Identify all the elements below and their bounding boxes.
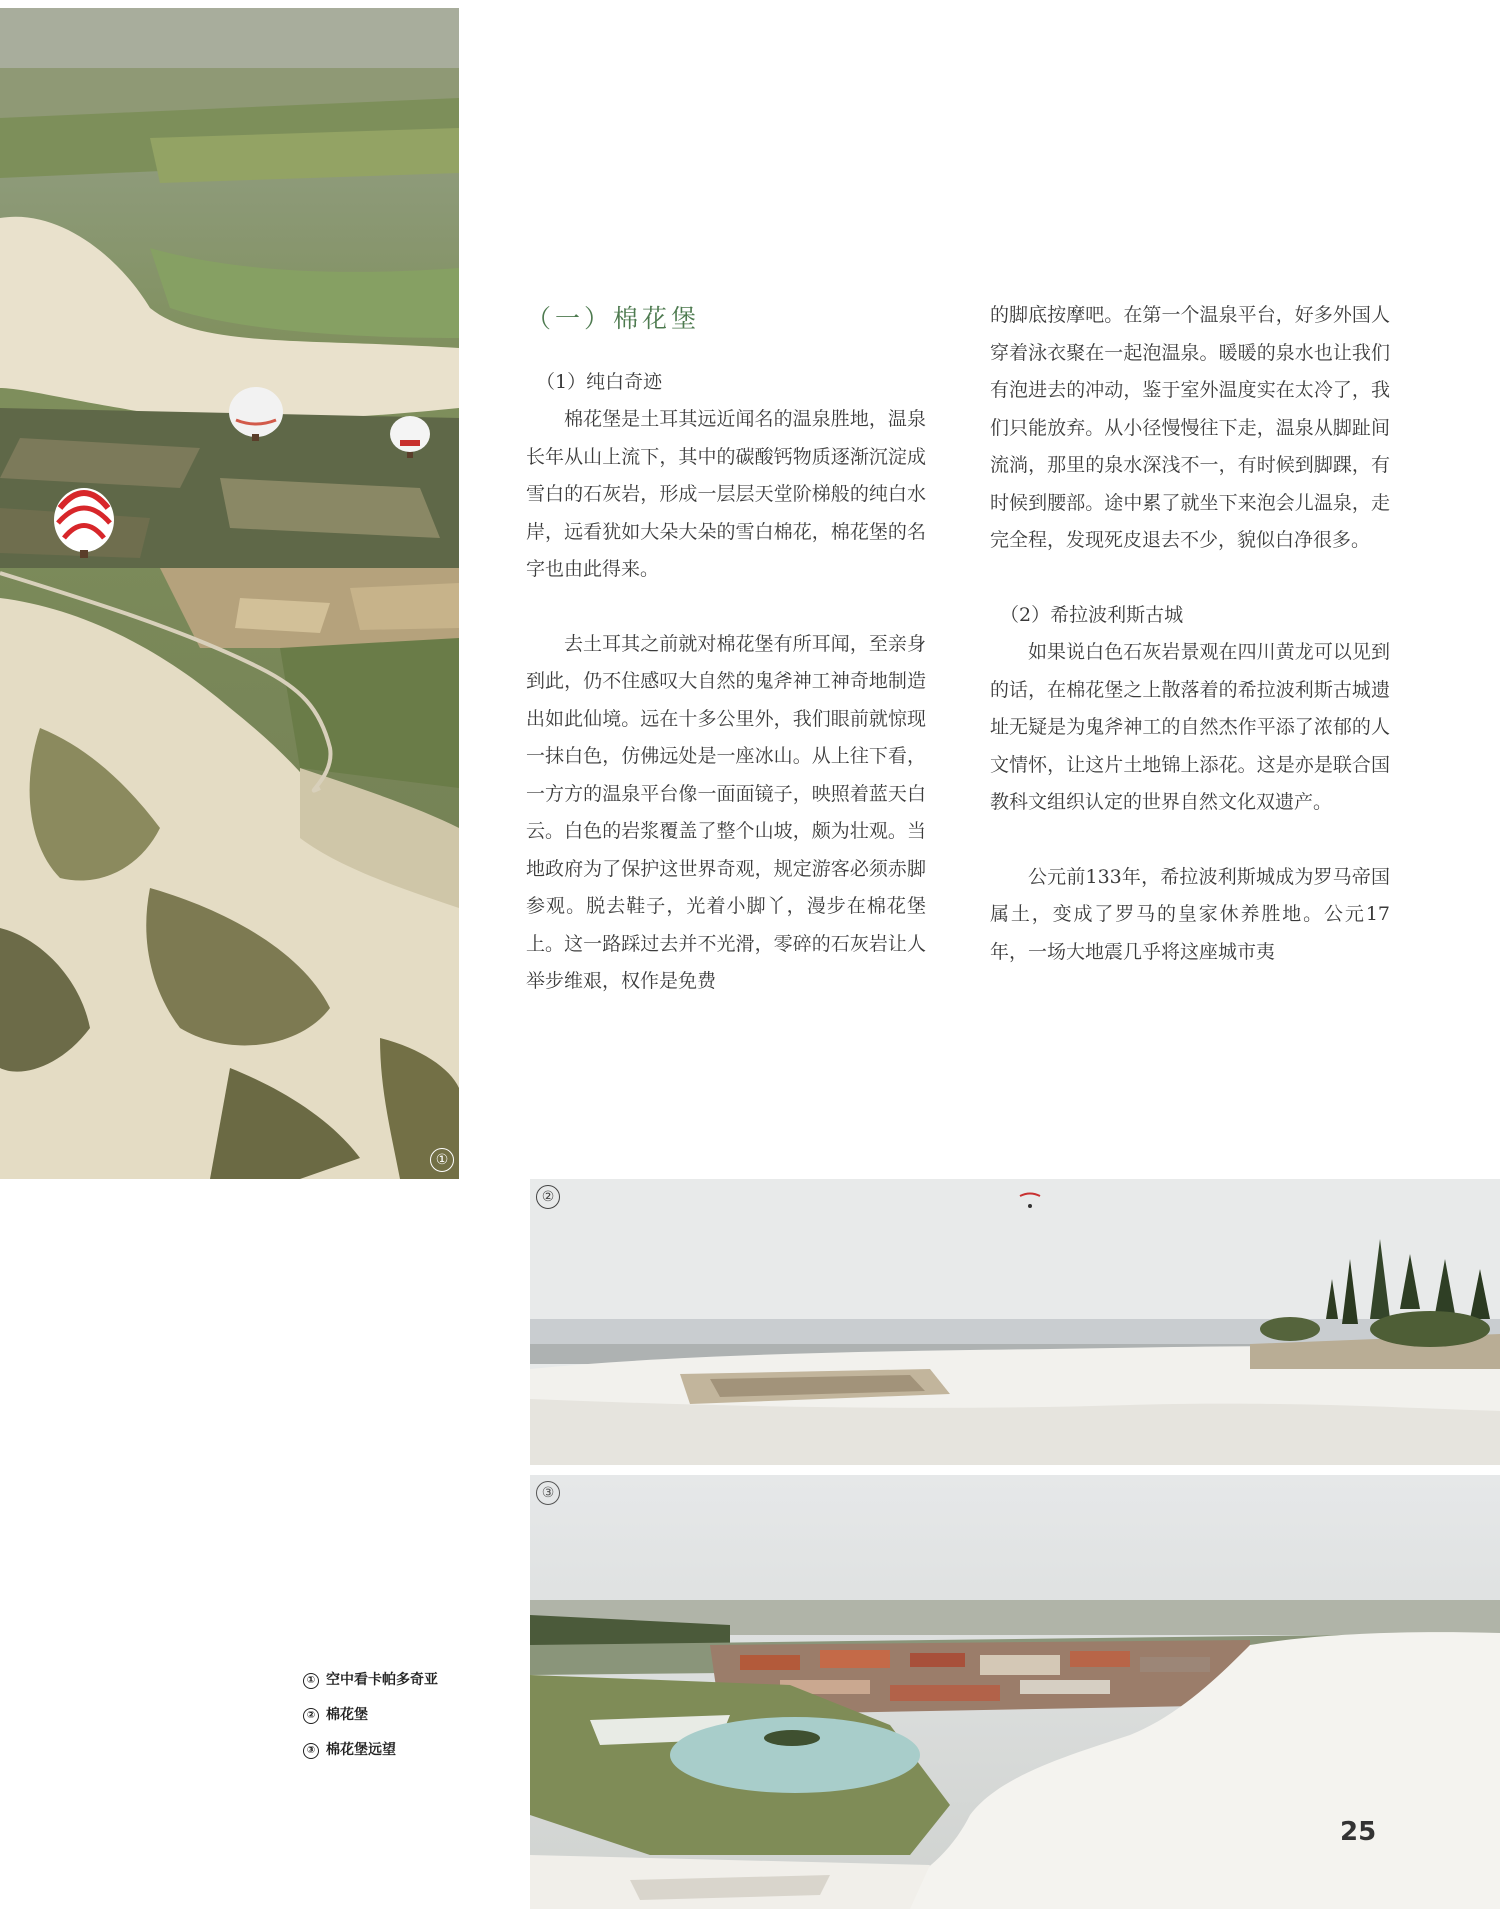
body-paragraph: 公元前133年，希拉波利斯城成为罗马帝国属土，变成了罗马的皇家休养胜地。公元17年，一场大地震几乎将这座城市夷 <box>990 865 1390 963</box>
terraces-landscape-image <box>530 1179 1500 1465</box>
thermal-pool <box>670 1717 920 1793</box>
article-right-column <box>990 297 1390 971</box>
caption-item <box>303 1733 438 1768</box>
subsection-heading: （2）希拉波利斯古城 <box>1000 603 1184 626</box>
aerial-landscape-image <box>0 8 459 1179</box>
caption-text: 空中看卡帕多奇亚 <box>326 1672 438 1688</box>
section-title: （一）棉花堡 <box>526 304 701 333</box>
photo-number-badge: ② <box>536 1185 560 1209</box>
caption-item <box>303 1698 438 1733</box>
body-paragraph: 如果说白色石灰岩景观在四川黄龙可以见到的话，在棉花堡之上散落着的希拉波利斯古城遗址无疑是为鬼斧神工的自然杰作平添了浓郁的人文情怀，让这片土地锦上添花。这是亦是联合国教科文组织认定的世界自然文化双遗产。 <box>990 641 1390 813</box>
caption-number: ① <box>303 1673 319 1689</box>
caption-number: ② <box>303 1708 319 1724</box>
body-paragraph: 棉花堡是土耳其远近闻名的温泉胜地，温泉长年从山上流下，其中的碳酸钙物质逐渐沉淀成雪白的石灰岩，形成一层层天堂阶梯般的纯白水岸，远看犹如大朵大朵的雪白棉花，棉花堡的名字也由此得来。 <box>526 408 926 580</box>
body-paragraph: 去土耳其之前就对棉花堡有所耳闻，至亲身到此，仍不住感叹大自然的鬼斧神工神奇地制造出如此仙境。远在十多公里外，我们眼前就惊现一抹白色，仿佛远处是一座冰山。从上往下看，一方方的温泉平台像一面面镜子，映照着蓝天白云。白色的岩浆覆盖了整个山坡，颇为壮观。当地政府为了保护这世界奇观，规定游客必须赤脚参观。脱去鞋子，光着小脚丫，漫步在棉花堡上。这一路踩过去并不光滑，零碎的石灰岩让人举步维艰，权作是免费 <box>526 632 926 992</box>
photo-aerial-cappadocia <box>0 8 459 1179</box>
caption-text: 棉花堡远望 <box>326 1742 396 1758</box>
photo-number-badge: ③ <box>536 1481 560 1505</box>
body-paragraph-continued: 的脚底按摩吧。在第一个温泉平台，好多外国人穿着泳衣聚在一起泡温泉。暖暖的泉水也让我们有泡进去的冲动，鉴于室外温度实在太冷了，我们只能放弃。从小径慢慢往下走，温泉从脚趾间流淌，那里的泉水深浅不一，有时候到脚踝，有时候到腰部。途中累了就坐下来泡会儿温泉，走完全程，发现死皮退去不少，貌似白净很多。 <box>990 304 1390 551</box>
article-left-column <box>526 292 926 1001</box>
photo-pamukkale-terraces <box>530 1179 1500 1465</box>
caption-item <box>303 1663 438 1698</box>
subsection-heading: （1）纯白奇迹 <box>536 370 663 393</box>
caption-text: 棉花堡 <box>326 1707 368 1723</box>
page-number: 25 <box>1340 1817 1377 1847</box>
caption-number: ③ <box>303 1743 319 1759</box>
photo-number-badge: ① <box>430 1148 454 1172</box>
photo-captions <box>303 1663 438 1768</box>
